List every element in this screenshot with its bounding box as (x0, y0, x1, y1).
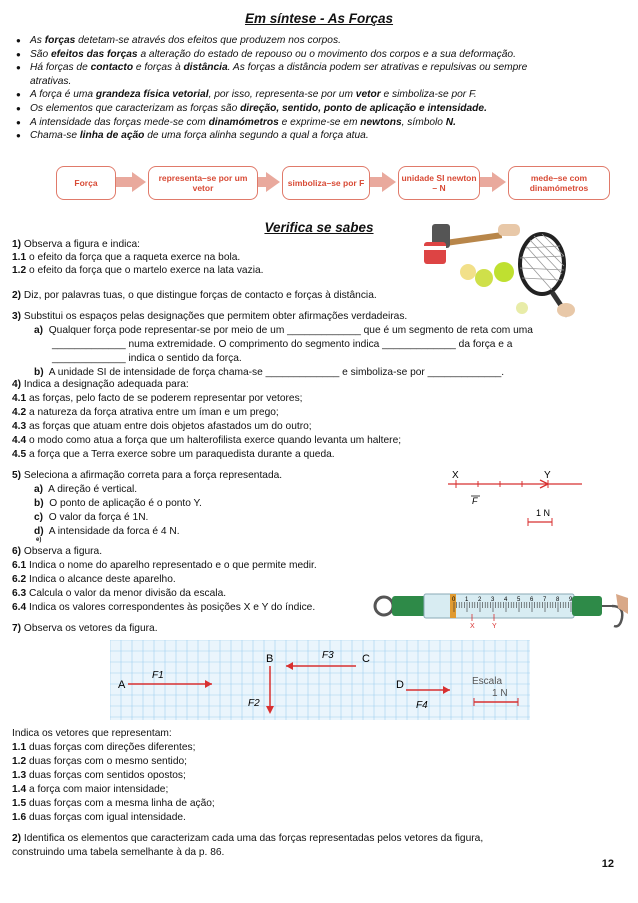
text: , por isso, representa-se por um (208, 89, 356, 101)
index-x-label: X (470, 623, 475, 630)
question-number: 1.5 (12, 798, 27, 809)
text: A força é uma (30, 89, 96, 101)
text: A intensidade das forças mede-se com (30, 116, 209, 128)
tennis-hammer-illustration (418, 212, 578, 320)
question-text: Indica os valores correspondentes às posições X e Y do índice. (26, 602, 316, 613)
text: Chama-se (30, 130, 80, 142)
question-text: Observa os vetores da figura. (21, 623, 158, 634)
summary-item (18, 61, 628, 88)
question-4-2 (12, 406, 279, 420)
question-text: Identifica os elementos que caracterizam cada uma das forças representadas pelos vetores da figura, (21, 833, 484, 844)
point-y-label: Y (544, 470, 551, 481)
question-text: Calcula o valor da menor divisão da escala. (26, 588, 227, 599)
option-letter: a) (34, 325, 44, 336)
scale-number: 9 (569, 597, 573, 603)
question-number: 7) (12, 623, 22, 634)
question-number: 5) (12, 470, 22, 481)
scale-number: 1 (465, 597, 469, 603)
question-7-5 (12, 797, 215, 811)
bold-text: vetor (355, 89, 381, 101)
question-7-3 (12, 769, 186, 783)
question-8 (12, 832, 483, 846)
ball-icon (516, 302, 528, 314)
question-7 (12, 622, 158, 636)
question-text: o modo como atua a força que um halterofilista exerce quando levanta um haltere; (26, 435, 402, 446)
text: atrativas. (30, 75, 72, 87)
question-number: 4.2 (12, 407, 27, 418)
question-text: duas forças com a mesma linha de ação; (26, 798, 215, 809)
question-3a-line3: _____________ indica o sentido da força. (52, 353, 242, 364)
force-vector-figure (440, 468, 590, 532)
bold-text: dinamómetros (208, 116, 279, 128)
vector-f-label: F (472, 496, 478, 506)
racket-icon (520, 234, 575, 317)
option-letter: d) (34, 526, 44, 537)
summary-item (18, 102, 628, 116)
text: São (30, 48, 51, 60)
flow-arrow-head (266, 172, 280, 192)
question-7-6 (12, 811, 186, 825)
bold-text: linha de ação (79, 130, 145, 142)
flow-arrow-head (382, 172, 396, 192)
question-text: o efeito da força que o martelo exerce na lata vazia. (26, 265, 264, 276)
vector-f3-label: F3 (322, 650, 334, 661)
question-number: 3) (12, 311, 22, 322)
dynamometer-tube (424, 594, 574, 618)
question-7-1 (12, 741, 195, 755)
question-6-3 (12, 587, 226, 601)
question-4-1 (12, 392, 303, 406)
scale-number: 5 (517, 597, 521, 603)
summary-item (18, 34, 628, 48)
summary-item (18, 48, 628, 62)
question-text: o efeito da força que a raqueta exerce na bola. (26, 252, 241, 263)
flow-box-dinamometros: mede–se com dinamómetros (508, 166, 610, 200)
question-number: 4) (12, 379, 22, 390)
question-number: 1.1 (12, 252, 27, 263)
option-a (34, 483, 137, 497)
option-d (34, 525, 180, 539)
ball-icon (460, 264, 476, 280)
dynamometer-illustration (372, 584, 628, 640)
option-letter: b) (34, 367, 44, 378)
question-text: Seleciona a afirmação correta para a força representada. (21, 470, 283, 481)
question-2 (12, 289, 377, 303)
scale-number: 2 (478, 597, 482, 603)
question-7-4 (12, 783, 168, 797)
scale-number: 8 (556, 597, 560, 603)
question-number: 1.2 (12, 756, 27, 767)
question-text: Substitui os espaços pelas designações que permitem obter afirmações verdadeiras. (21, 311, 408, 322)
text: a alteração do estado de repouso ou o movimento dos corpos e a sua deformação. (137, 48, 516, 60)
text: Os elementos que caracterizam as forças são (30, 102, 241, 114)
question-1-2 (12, 264, 263, 278)
text: , símbolo (401, 116, 446, 128)
question-text: a natureza da força atrativa entre um íman e um prego; (26, 407, 279, 418)
vectors-grid-figure (110, 640, 530, 720)
summary-item (18, 129, 628, 143)
question-number: 4.5 (12, 449, 27, 460)
question-text: Observa a figura e indica: (21, 239, 140, 250)
option-letter: c) (34, 512, 44, 523)
flow-arrow-head (132, 172, 146, 192)
question-3a (34, 324, 533, 338)
question-number: 1.2 (12, 265, 27, 276)
question-text: duas forças com sentidos opostos; (26, 770, 186, 781)
summary-list (18, 34, 628, 143)
ball-icon (475, 269, 493, 287)
question-number: 1.4 (12, 784, 27, 795)
question-number: 2) (12, 290, 22, 301)
question-text: a força que a Terra exerce sobre um paraquedista durante a queda. (26, 449, 335, 460)
flow-arrow-head (492, 172, 506, 192)
bold-text: distância (183, 62, 228, 74)
question-number: 1.1 (12, 742, 27, 753)
question-number: 2) (12, 833, 22, 844)
can-icon (424, 242, 446, 264)
flow-box-forca: Força (56, 166, 116, 200)
question-4-3 (12, 420, 312, 434)
bold-text: newtons (360, 116, 402, 128)
question-number: 4.3 (12, 421, 27, 432)
dynamometer-ring (375, 597, 393, 615)
scale-number: 4 (504, 597, 508, 603)
ball-icon (494, 262, 514, 282)
option-text: A intensidade da forca é 4 N. (48, 526, 180, 537)
scale-number: 6 (530, 597, 534, 603)
scale-label: 1 N (536, 508, 551, 518)
scale-title: Escala (472, 676, 503, 687)
text: detetam-se através dos efeitos que produzem nos corpos. (75, 35, 341, 46)
dynamometer-cap (572, 596, 602, 616)
text: As (30, 35, 45, 46)
scale-number: 3 (491, 597, 495, 603)
point-d-label: D (396, 679, 404, 691)
question-8-line2: construindo uma tabela semelhante à da p. 86. (12, 847, 225, 858)
page-number: 12 (601, 858, 614, 870)
question-4-4 (12, 434, 401, 448)
question-6 (12, 545, 102, 559)
text: e simboliza-se por F. (380, 89, 477, 101)
bold-text: grandeza física vetorial (95, 89, 209, 101)
question-number: 6.1 (12, 560, 27, 571)
question-text: a força com maior intensidade; (26, 784, 169, 795)
index-y-label: Y (492, 623, 497, 630)
option-e: e) (36, 537, 42, 543)
option-b (34, 497, 202, 511)
point-c-label: C (362, 653, 370, 665)
dynamometer-cap (392, 596, 426, 616)
summary-item (18, 88, 628, 102)
question-text: as forças, pelo facto de se poderem representar por vetores; (26, 393, 303, 404)
question-3a-line2: _____________ numa extremidade. O comprimento do segmento indica _____________ da força e a (52, 339, 513, 350)
question-6-2 (12, 573, 176, 587)
question-number: 6.2 (12, 574, 27, 585)
option-letter: a) (34, 484, 44, 495)
option-text: A direção é vertical. (48, 484, 138, 495)
text: e exprime-se em (278, 116, 361, 128)
fill-in-text: A unidade SI de intensidade de força chama-se _____________ e simboliza-se por _____________. (48, 367, 505, 378)
page-title: Em síntese - As Forças (244, 11, 394, 26)
flow-box-unidade: unidade SI newton – N (398, 166, 480, 200)
flow-box-simbolo: simboliza–se por F (282, 166, 370, 200)
question-7-2 (12, 755, 187, 769)
point-a-label: A (118, 679, 126, 691)
vector-f4-label: F4 (416, 700, 428, 711)
summary-item (18, 116, 628, 130)
question-number: 1.6 (12, 812, 27, 823)
vector-f1-label: F1 (152, 670, 164, 681)
bold-text: N. (445, 116, 456, 128)
question-number: 4.1 (12, 393, 27, 404)
bold-text: contacto (90, 62, 134, 74)
question-text: duas forças com direções diferentes; (26, 742, 196, 753)
question-number: 1) (12, 239, 22, 250)
point-x-label: X (452, 470, 459, 481)
question-1 (12, 238, 140, 252)
section-title: Verifica se sabes (264, 220, 374, 235)
question-6-1 (12, 559, 317, 573)
flow-box-vetor: representa–se por um vetor (148, 166, 258, 200)
question-text: Indica a designação adequada para: (21, 379, 189, 390)
question-3 (12, 310, 407, 324)
question-text: duas forças com o mesmo sentido; (26, 756, 187, 767)
question-text: as forças que atuam entre dois objetos afastados um do outro; (26, 421, 312, 432)
question-text: Indica o alcance deste aparelho. (26, 574, 176, 585)
option-text: O valor da força é 1N. (48, 512, 149, 523)
grid-background (110, 640, 530, 720)
option-text: O ponto de aplicação é o ponto Y. (49, 498, 202, 509)
question-number: 1.3 (12, 770, 27, 781)
scale-value: 1 N (492, 688, 508, 699)
question-number: 6) (12, 546, 22, 557)
question-number: 4.4 (12, 435, 27, 446)
text: de uma força alinha segundo a qual a força atua. (144, 130, 369, 142)
question-1-1 (12, 251, 240, 265)
fill-in-text: Qualquer força pode representar-se por meio de um _____________ que é um segmento de reta com uma (48, 325, 533, 336)
bold-text: efeitos das forças (50, 48, 138, 60)
point-b-label: B (266, 653, 274, 665)
question-number: 6.3 (12, 588, 27, 599)
text: . As forças a distância podem ser atrativas e repulsivas ou sempre (227, 62, 528, 74)
question-text: Observa a figura. (21, 546, 103, 557)
question-5 (12, 469, 282, 483)
scale-number: 7 (543, 597, 547, 603)
question-4 (12, 378, 189, 392)
option-c (34, 511, 148, 525)
bold-text: direção, sentido, ponto de aplicação e intensidade. (240, 102, 487, 114)
vector-f2-label: F2 (248, 698, 260, 709)
question-4-5 (12, 448, 335, 462)
question-text: duas forças com igual intensidade. (26, 812, 186, 823)
scale-number: 0 (452, 597, 456, 603)
bold-text: forças (44, 35, 76, 46)
question-text: Diz, por palavras tuas, o que distingue forças de contacto e forças à distância. (21, 290, 377, 301)
question-number: 6.4 (12, 602, 27, 613)
text: Há forças de (30, 62, 91, 74)
question-6-4 (12, 601, 315, 615)
question-7-lead: Indica os vetores que representam: (12, 728, 172, 739)
question-text: Indica o nome do aparelho representado e o que permite medir. (26, 560, 317, 571)
text: e forças à (133, 62, 184, 74)
option-letter: b) (34, 498, 44, 509)
